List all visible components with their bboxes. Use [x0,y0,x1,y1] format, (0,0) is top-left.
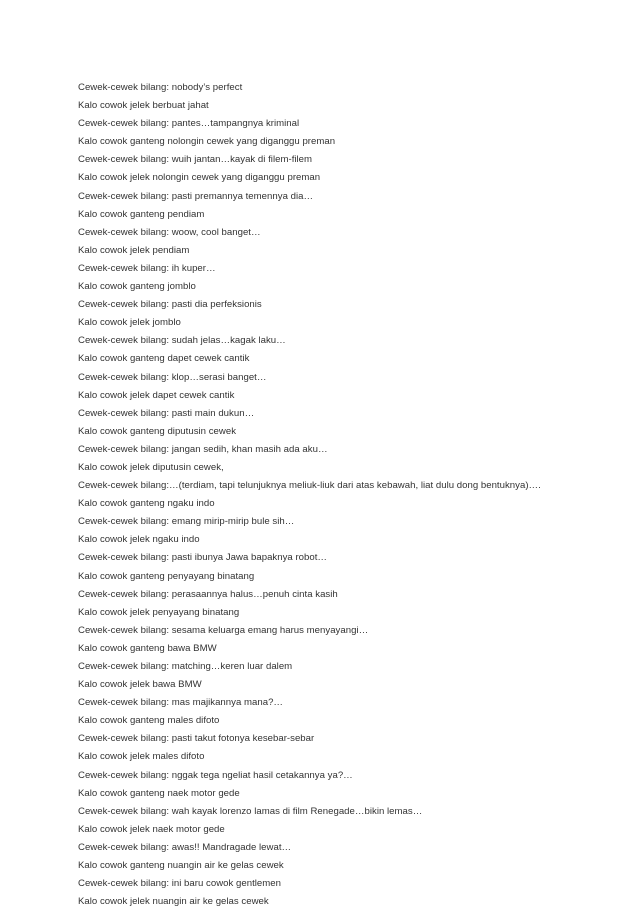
text-line: Cewek-cewek bilang: klop…serasi banget… [78,371,267,383]
text-line: Cewek-cewek bilang: sesama keluarga emang harus menyayangi… [78,624,369,636]
text-line: Cewek-cewek bilang: nobody’s perfect [78,82,243,93]
text-line: Cewek-cewek bilang: ini baru cowok gentlemen [78,878,281,890]
text-line: Kalo cowok jelek pendiam [78,244,190,256]
text-body [78,79,633,911]
text-line: Cewek-cewek bilang: nggak tega ngeliat hasil cetakannya ya?… [78,769,353,781]
text-line: Kalo cowok jelek nolongin cewek yang diganggu preman [78,172,321,184]
text-line: Cewek-cewek bilang: ih kuper… [78,262,216,274]
text-line: Cewek-cewek bilang: woow, cool banget… [78,226,261,238]
text-line: Kalo cowok jelek berbuat jahat [78,100,209,112]
text-line: Kalo cowok ganteng naek motor gede [78,787,240,799]
text-line: Kalo cowok ganteng bawa BMW [78,642,217,654]
text-line: Kalo cowok jelek jomblo [78,317,181,329]
text-line: Kalo cowok ganteng ngaku indo [78,498,215,510]
text-line: Kalo cowok ganteng males difoto [78,715,220,727]
text-line: Kalo cowok jelek males difoto [78,751,205,763]
text-line: Cewek-cewek bilang: pantes…tampangnya kriminal [78,118,300,130]
text-line: Kalo cowok ganteng nuangin air ke gelas cewek [78,860,284,872]
text-line: Kalo cowok jelek bawa BMW [78,679,202,691]
text-line: Cewek-cewek bilang:…(terdiam, tapi telunjuknya meliuk-liuk dari atas kebawah, liat dulu dong bentuknya)…. [78,480,541,492]
text-line: Cewek-cewek bilang: pasti takut fotonya kesebar-sebar [78,733,315,745]
text-line: Kalo cowok jelek dapet cewek cantik [78,389,235,401]
text-line: Kalo cowok ganteng dapet cewek cantik [78,353,250,365]
text-line: Cewek-cewek bilang: pasti dia perfeksionis [78,299,262,311]
text-line: Kalo cowok jelek penyayang binatang [78,606,240,618]
text-line: Kalo cowok jelek diputusin cewek, [78,461,224,473]
text-line: Kalo cowok ganteng penyayang binatang [78,570,255,582]
text-line: Kalo cowok ganteng diputusin cewek [78,425,237,437]
text-line: Cewek-cewek bilang: perasaannya halus…penuh cinta kasih [78,588,338,600]
text-line: Kalo cowok ganteng pendiam [78,208,205,220]
text-line: Cewek-cewek bilang: pasti premannya temennya dia… [78,190,314,202]
text-line: Cewek-cewek bilang: sudah jelas…kagak laku… [78,335,286,347]
text-line: Kalo cowok ganteng jomblo [78,281,196,293]
text-line: Kalo cowok jelek naek motor gede [78,823,225,835]
text-line: Kalo cowok jelek nuangin air ke gelas cewek [78,896,269,908]
text-line: Kalo cowok ganteng nolongin cewek yang diganggu preman [78,136,336,148]
text-line: Cewek-cewek bilang: pasti main dukun… [78,407,255,419]
text-line: Cewek-cewek bilang: jangan sedih, khan masih ada aku… [78,443,328,455]
text-line: Cewek-cewek bilang: wah kayak lorenzo lamas di film Renegade…bikin lemas… [78,805,423,817]
text-line: Cewek-cewek bilang: matching…keren luar dalem [78,661,293,672]
text-line: Cewek-cewek bilang: mas majikannya mana?… [78,697,284,709]
text-line: Cewek-cewek bilang: awas!! Mandragade lewat… [78,841,292,853]
text-line: Cewek-cewek bilang: pasti ibunya Jawa bapaknya robot… [78,552,328,564]
text-line: Cewek-cewek bilang: emang mirip-mirip bule sih… [78,516,295,528]
text-line: Kalo cowok jelek ngaku indo [78,534,200,546]
text-line: Cewek-cewek bilang: wuih jantan…kayak di filem-filem [78,154,313,166]
